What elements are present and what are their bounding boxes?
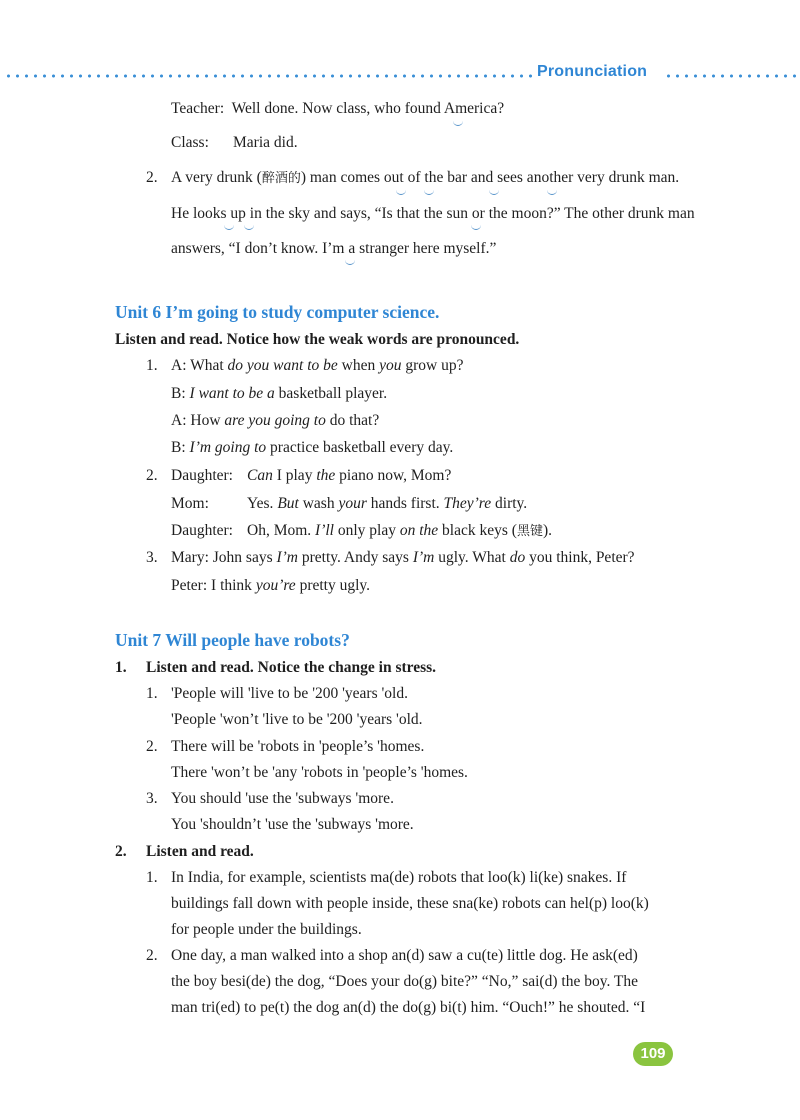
text-segment: hands first. [366,495,444,512]
stress-line: 'People will 'live to be '200 'years 'old. [171,685,408,702]
speaker-label: Mom: [171,495,209,512]
item-number: 2. [146,738,158,755]
liaison-mark [453,120,463,126]
part-number: 1. [115,659,127,676]
section-header-title: Pronunciation [537,63,648,80]
liaison-mark [489,189,499,195]
weak-form: I want to be a [189,385,275,402]
dialogue-line [171,356,463,376]
class-line [171,133,298,153]
weak-form: Can [247,467,273,484]
chinese-gloss: 黑键 [516,524,543,539]
item-number: 3. [146,549,158,566]
weak-form: I’m [412,549,435,566]
weak-form: do you want to be [227,357,338,374]
text-segment: pretty ugly. [295,577,371,594]
dialogue-line [171,384,387,404]
text-segment: wash [298,495,339,512]
text-segment: do that? [325,412,380,429]
liaison-mark [424,189,434,195]
dialogue-text: Well done. Now class, who found America? [231,100,505,117]
text-segment: ) man comes out of the bar and sees another very drunk man. [300,169,680,186]
liaison-mark [224,224,234,230]
chinese-gloss: 醉酒的 [261,171,301,186]
item-number: 2. [146,947,158,964]
weak-form: I’ll [315,522,334,539]
liaison-mark [345,259,355,265]
speaker-label: Class: [171,134,209,151]
item-number: 2. [146,467,158,484]
item-number: 1. [146,357,158,374]
item-number: 3. [146,790,158,807]
teacher-line [171,99,504,119]
passage-line: man tri(ed) to pe(t) the dog an(d) the do(g) bi(t) him. “Ouch!” he shouted. “I [171,999,646,1016]
weak-form: the [316,467,336,484]
weak-form: your [338,495,367,512]
joke-line-2: He looks up in the sky and says, “Is that the sun or the moon?” The other drunk man [171,205,695,222]
text-segment: B: [171,385,190,402]
dialogue-text: Maria did. [233,134,298,151]
stress-line: 'People 'won’t 'live to be '200 'years 'old. [171,711,423,728]
text-segment: when [337,357,380,374]
text-segment: A very drunk ( [171,169,262,186]
unit-7-instruction-2: Listen and read. [146,843,254,860]
part-number: 2. [115,843,127,860]
liaison-mark [471,224,481,230]
unit-6-instruction: Listen and read. Notice how the weak words are pronounced. [115,331,520,348]
liaison-mark [396,189,406,195]
speaker-label: Daughter: [171,522,233,539]
dialogue-line [171,576,370,596]
stress-line: There 'won’t be 'any 'robots in 'people’s 'homes. [171,764,468,781]
stress-line: There will be 'robots in 'people’s 'homes. [171,738,425,755]
unit-7-instruction-1: Listen and read. Notice the change in stress. [146,659,437,676]
passage-line: In India, for example, scientists ma(de) robots that loo(k) li(ke) snakes. If [171,869,627,886]
text-segment: Yes. [247,495,278,512]
dialogue-line [171,521,552,542]
text-segment: grow up? [401,357,464,374]
text-segment: dirty. [491,495,528,512]
liaison-mark [244,224,254,230]
text-segment: ugly. What [434,549,510,566]
unit-6-title: Unit 6 I’m going to study computer science. [115,302,440,322]
passage-line: the boy besi(de) the dog, “Does your do(g) bite?” “No,” sai(d) the boy. The [171,973,639,990]
stress-line: You 'shouldn’t 'use the 'subways 'more. [171,816,414,833]
dialogue-line [171,438,453,458]
text-segment: only play [333,522,400,539]
item-number: 2. [146,169,158,186]
weak-form: on the [399,522,439,539]
liaison-mark [547,189,557,195]
header-dotted-rule-right [664,74,800,78]
item-number: 1. [146,685,158,702]
text-segment: basketball player. [274,385,388,402]
weak-form: But [277,495,299,512]
weak-form: do [509,549,526,566]
weak-form: you’re [255,577,296,594]
text-segment: you think, Peter? [525,549,635,566]
dialogue-line [171,494,527,514]
passage-line: One day, a man walked into a shop an(d) saw a cu(te) little dog. He ask(ed) [171,947,638,964]
text-segment: practice basketball every day. [266,439,454,456]
text-segment: Oh, Mom. [247,522,316,539]
passage-line: buildings fall down with people inside, these sna(ke) robots can hel(p) loo(k) [171,895,649,912]
dialogue-line [171,548,635,568]
stress-line: You should 'use the 'subways 'more. [171,790,394,807]
item-number: 1. [146,869,158,886]
unit-7-title: Unit 7 Will people have robots? [115,630,350,650]
text-segment: Mary: John says [171,549,277,566]
header-dotted-rule-left [4,74,532,78]
text-segment: Peter: I think [171,577,256,594]
weak-form: are you going to [224,412,326,429]
weak-form: They’re [443,495,492,512]
weak-form: I’m [276,549,299,566]
text-segment: black keys ( [438,522,517,539]
text-segment: A: What [171,357,228,374]
text-segment: piano now, Mom? [335,467,452,484]
joke-line-3: answers, “I don’t know. I’m a stranger here myself.” [171,240,497,257]
text-segment: pretty. Andy says [298,549,413,566]
weak-form: I’m going to [189,439,267,456]
text-segment: B: [171,439,190,456]
text-segment: A: How [171,412,225,429]
speaker-label: Daughter: [171,467,233,484]
text-segment: I play [272,467,317,484]
dialogue-line [171,466,451,486]
weak-form: you [379,357,402,374]
passage-line: for people under the buildings. [171,921,362,938]
joke-line-1 [171,168,679,189]
text-segment: ). [542,522,552,539]
dialogue-line [171,411,379,431]
page-number-badge: 109 [633,1042,673,1066]
speaker-label: Teacher: [171,100,225,117]
